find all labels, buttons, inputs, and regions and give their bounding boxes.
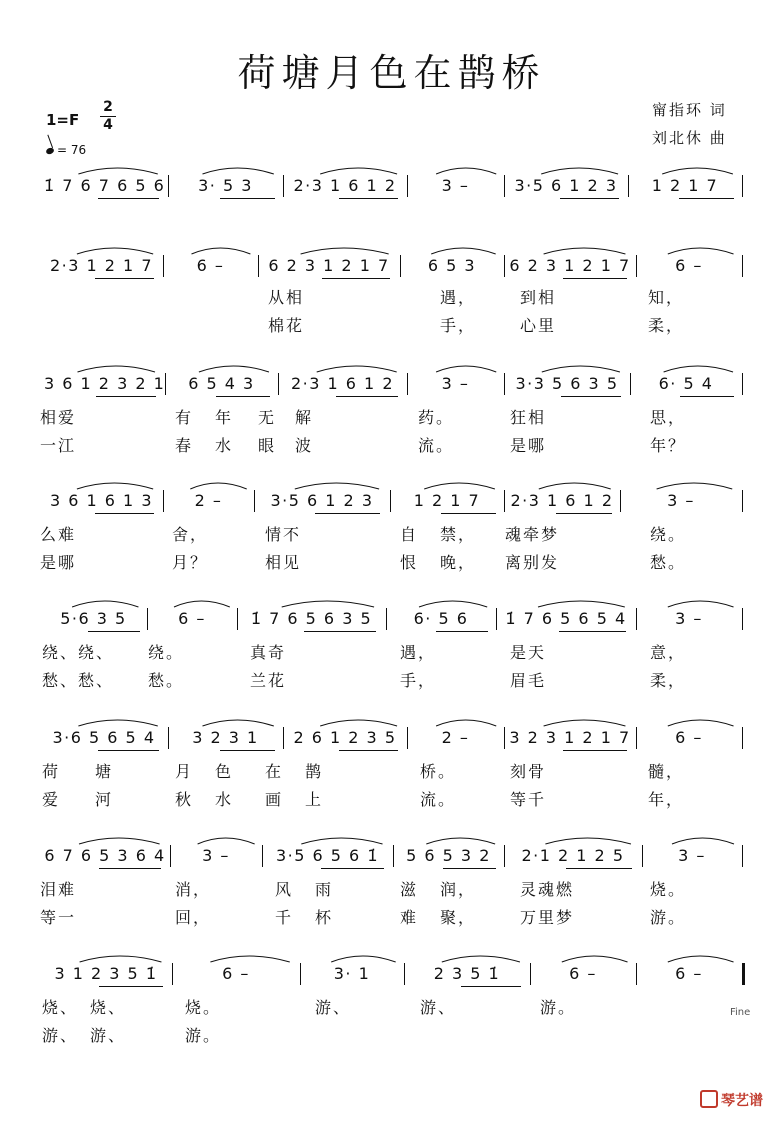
lyric-word: 晚，	[440, 553, 477, 572]
measure: 6 –	[196, 256, 225, 275]
lyric-word: 烧、	[42, 998, 79, 1017]
lyric-word: 画	[265, 790, 284, 809]
lyric-line-1	[0, 405, 783, 433]
barline	[742, 727, 743, 749]
lyric-word: 水	[215, 436, 234, 455]
measure: 3·5 6 1 2 3	[270, 491, 374, 510]
meter-top: 2	[103, 99, 113, 115]
slur-arc	[630, 360, 742, 374]
beam-underline	[88, 631, 139, 632]
beam-underline	[556, 513, 612, 514]
lyric-word: 游、	[90, 1026, 127, 1045]
beam-underline	[99, 986, 162, 987]
barline	[742, 608, 743, 630]
logo-text: 琴艺谱	[721, 1093, 763, 1109]
barline	[742, 490, 743, 512]
barline	[168, 175, 169, 197]
slur-arc	[40, 714, 168, 728]
slur-arc	[283, 714, 407, 728]
barline	[172, 963, 173, 985]
measure: 3·6 5 6 5 4	[52, 728, 156, 747]
barline	[283, 727, 284, 749]
measure: 2 –	[441, 728, 470, 747]
lyric-word: 荷	[42, 762, 61, 781]
beam-underline	[216, 396, 270, 397]
lyric-line-1	[0, 640, 783, 668]
measure: 5 6 5 3 2	[406, 846, 491, 865]
slur-arc	[40, 242, 163, 256]
slur-arc	[407, 714, 504, 728]
barline	[262, 845, 263, 867]
lyric-word: 桥。	[420, 762, 457, 781]
lyric-word: 眉毛	[510, 671, 547, 690]
barline	[504, 727, 505, 749]
lyric-word: 是哪	[40, 553, 77, 572]
slur-arc	[147, 595, 237, 609]
measure: 6 2 3 1 2 1 7	[268, 256, 390, 275]
beam-underline	[321, 868, 384, 869]
barline	[283, 175, 284, 197]
barline	[390, 490, 391, 512]
lyric-word: 春	[175, 436, 194, 455]
lyric-line-2	[0, 550, 783, 578]
slur-arc	[504, 714, 636, 728]
lyric-word: 润，	[440, 880, 477, 899]
lyric-word: 烧。	[650, 880, 687, 899]
measure: 3 –	[202, 846, 230, 865]
lyric-word: 水	[215, 790, 234, 809]
measure: 3 –	[675, 609, 703, 628]
lyric-word: 手，	[400, 671, 437, 690]
lyric-line-1	[0, 759, 783, 787]
slur-arc	[254, 477, 390, 491]
beam-underline	[95, 278, 154, 279]
barline	[407, 727, 408, 749]
measure: 6 –	[675, 256, 703, 275]
beam-underline	[304, 631, 376, 632]
slur-arc	[283, 162, 407, 176]
lyric-word: 眼	[258, 436, 277, 455]
lyric-word: 愁。	[650, 553, 687, 572]
slur-arc	[620, 477, 742, 491]
slur-arc	[40, 360, 165, 374]
slur-arc	[386, 595, 496, 609]
measure: 1̇ 7 6 7 6 5 6	[44, 176, 166, 195]
lyric-word: 柔，	[648, 316, 685, 335]
lyric-word: 思，	[650, 408, 687, 427]
barline	[163, 255, 164, 277]
time-signature	[100, 100, 116, 133]
measure: 1̇ 7 6 5 6 3 5	[250, 609, 373, 628]
slur-arc	[636, 714, 742, 728]
slur-arc	[40, 832, 170, 846]
barline	[628, 175, 629, 197]
measure: 6 5 3	[427, 256, 477, 275]
slur-arc	[40, 595, 147, 609]
lyric-word: 河	[95, 790, 114, 809]
lyric-word: 聚，	[440, 908, 477, 927]
slur-arc	[278, 360, 407, 374]
lyric-word: 自	[400, 525, 419, 544]
meter-bottom: 4	[103, 117, 113, 133]
lyric-word: 月	[175, 762, 194, 781]
slur-arc	[163, 477, 254, 491]
slur-arc	[404, 950, 530, 964]
measure: 2·3 1 2 1 7	[49, 256, 153, 275]
lyricist-credit: 甯指环 词	[652, 101, 727, 119]
slur-arc	[40, 477, 163, 491]
slur-arc	[258, 242, 400, 256]
lyric-line-1	[0, 522, 783, 550]
lyric-word: 情不	[265, 525, 302, 544]
barline	[636, 963, 637, 985]
measure: 3·3 5 6 3 5	[515, 374, 619, 393]
measure: 3 1 2 3 5 1̇	[54, 964, 158, 983]
barline	[300, 963, 301, 985]
lyric-word: 消，	[175, 880, 212, 899]
beam-underline	[336, 396, 398, 397]
barline	[642, 845, 643, 867]
barline	[504, 490, 505, 512]
lyric-line-2	[0, 1023, 783, 1051]
lyric-word: 遇，	[400, 643, 437, 662]
barline	[407, 175, 408, 197]
lyric-line-2	[0, 787, 783, 815]
beam-underline	[322, 278, 390, 279]
lyric-word: 魂牵梦	[505, 525, 560, 544]
slur-arc	[642, 832, 742, 846]
barline	[742, 255, 743, 277]
lyric-word: 是哪	[510, 436, 547, 455]
barline	[258, 255, 259, 277]
measure: 2·1 2 1 2 5	[521, 846, 625, 865]
measure: 3 –	[441, 374, 470, 393]
beam-underline	[441, 513, 496, 514]
lyric-line-2	[0, 905, 783, 933]
song-title: 荷塘月色在鹊桥	[237, 51, 546, 95]
site-logo	[700, 1090, 763, 1110]
beam-underline	[220, 198, 275, 199]
lyric-word: 回，	[175, 908, 212, 927]
measure: 3 –	[678, 846, 706, 865]
slur-arc	[165, 360, 278, 374]
beam-underline	[339, 750, 399, 751]
lyric-word: 刻骨	[510, 762, 547, 781]
measure: 3· 1	[333, 964, 371, 983]
lyric-word: 柔，	[650, 671, 687, 690]
slur-arc	[390, 477, 504, 491]
lyric-word: 是天	[510, 643, 547, 662]
barline	[393, 845, 394, 867]
lyric-word: 到相	[520, 288, 557, 307]
measure: 5·6 3 5	[60, 609, 127, 628]
measure: 1 2 1 7	[413, 491, 481, 510]
beam-underline	[436, 631, 489, 632]
lyric-word: 等一	[40, 908, 77, 927]
lyric-word: 难	[400, 908, 419, 927]
lyric-word: 烧、	[90, 998, 127, 1017]
lyric-word: 舍，	[172, 525, 209, 544]
beam-underline	[566, 868, 632, 869]
beam-underline	[339, 198, 399, 199]
lyric-word: 游、	[420, 998, 457, 1017]
logo-icon	[700, 1090, 718, 1108]
beam-underline	[563, 278, 626, 279]
measure: 3 2 3 1	[192, 728, 259, 747]
beam-underline	[680, 396, 734, 397]
lyric-word: 泪难	[40, 880, 77, 899]
slur-arc	[172, 950, 300, 964]
slur-arc	[636, 242, 742, 256]
measure: 3·5 6 5 6 1̇	[275, 846, 379, 865]
measure: 2 –	[194, 491, 223, 510]
lyric-word: 离别发	[505, 553, 560, 572]
barline	[163, 490, 164, 512]
lyric-word: 心里	[520, 316, 557, 335]
measure: 6 2 3 1 2 1 7	[509, 256, 631, 275]
lyric-word: 在	[265, 762, 284, 781]
barline	[254, 490, 255, 512]
slur-arc	[636, 595, 742, 609]
measure: 2·3 1 6 1 2	[293, 176, 397, 195]
lyric-word: 万里梦	[520, 908, 575, 927]
lyric-word: 游。	[650, 908, 687, 927]
slur-arc	[496, 595, 636, 609]
measure: 6· 5 6	[413, 609, 469, 628]
beam-underline	[563, 750, 626, 751]
measure: 1̇ 7 6 5 6 5 4	[505, 609, 627, 628]
lyric-word: 爱	[42, 790, 61, 809]
barline	[504, 175, 505, 197]
measure: 3 6 1 6 1 3	[49, 491, 153, 510]
beam-underline	[679, 198, 734, 199]
lyric-line-2	[0, 433, 783, 461]
slur-arc	[393, 832, 504, 846]
barline	[530, 963, 531, 985]
lyric-word: 年	[215, 408, 234, 427]
slur-arc	[530, 950, 636, 964]
slur-arc	[300, 950, 404, 964]
beam-underline	[98, 750, 159, 751]
barline	[504, 845, 505, 867]
slur-arc	[168, 714, 283, 728]
measure: 6 7 6 5 3 6 4	[44, 846, 166, 865]
measure: 3·5 6 1 2 3	[514, 176, 618, 195]
barline	[742, 963, 745, 985]
measure: 2 6 1 2 3 5	[293, 728, 397, 747]
lyric-word: 雨	[315, 880, 334, 899]
barline	[168, 727, 169, 749]
lyric-word: 滋	[400, 880, 419, 899]
barline	[636, 608, 637, 630]
beam-underline	[443, 868, 496, 869]
slur-arc	[504, 360, 630, 374]
lyric-word: 兰花	[250, 671, 287, 690]
lyric-line-1	[0, 877, 783, 905]
lyric-line-2	[0, 313, 783, 341]
measure: 3 –	[441, 176, 470, 195]
lyric-line-1	[0, 285, 783, 313]
beam-underline	[560, 198, 620, 199]
barline	[165, 373, 166, 395]
lyric-word: 波	[295, 436, 314, 455]
slur-arc	[400, 242, 504, 256]
slur-arc	[628, 162, 742, 176]
lyric-word: 意，	[650, 643, 687, 662]
lyric-word: 无	[258, 408, 277, 427]
lyric-word: 月？	[172, 553, 209, 572]
lyric-word: 遇，	[440, 288, 477, 307]
measure: 3 2 3 1 2 1 7	[509, 728, 631, 747]
lyric-word: 相爱	[40, 408, 77, 427]
lyric-word: 棉花	[268, 316, 305, 335]
barline	[407, 373, 408, 395]
lyric-word: 游、	[42, 1026, 79, 1045]
lyric-word: 灵魂燃	[520, 880, 575, 899]
barline	[504, 255, 505, 277]
lyric-word: 鹊	[305, 762, 324, 781]
barline	[147, 608, 148, 630]
measure: 6 –	[178, 609, 206, 628]
barline	[400, 255, 401, 277]
barline	[630, 373, 631, 395]
slur-arc	[237, 595, 386, 609]
lyric-word: 相见	[265, 553, 302, 572]
tempo-value: = 76	[57, 143, 87, 157]
lyric-word: 游。	[540, 998, 577, 1017]
lyric-word: 从相	[268, 288, 305, 307]
barline	[237, 608, 238, 630]
lyric-word: 手，	[440, 316, 477, 335]
barline	[636, 255, 637, 277]
slur-arc	[407, 360, 504, 374]
lyric-word: 解	[295, 408, 314, 427]
barline	[496, 608, 497, 630]
lyric-line-2	[0, 668, 783, 696]
slur-arc	[636, 950, 742, 964]
lyric-word: 绕、绕、	[42, 643, 115, 662]
lyric-word: 绕。	[650, 525, 687, 544]
measure: 3· 5 3	[198, 176, 253, 195]
measure: 2 3 5 1̇	[433, 964, 501, 983]
lyric-word: 年，	[648, 790, 685, 809]
beam-underline	[461, 986, 521, 987]
barline	[404, 963, 405, 985]
lyric-word: 真奇	[250, 643, 287, 662]
lyric-word: 千	[275, 908, 294, 927]
slur-arc	[504, 242, 636, 256]
tempo-marking	[46, 143, 86, 157]
lyric-word: 知，	[648, 288, 685, 307]
barline	[504, 373, 505, 395]
beam-underline	[98, 198, 159, 199]
slur-arc	[40, 162, 168, 176]
measure: 1 2 1 7	[651, 176, 719, 195]
quarter-note-icon	[45, 147, 55, 155]
lyric-word: 风	[275, 880, 294, 899]
lyric-word: 烧。	[185, 998, 222, 1017]
barline	[386, 608, 387, 630]
measure: 6 –	[675, 728, 703, 747]
lyric-word: 流。	[420, 790, 457, 809]
lyric-word: 髓，	[648, 762, 685, 781]
beam-underline	[96, 396, 156, 397]
lyric-line-1	[0, 995, 783, 1023]
beam-underline	[315, 513, 380, 514]
fine-marking: Fine	[730, 1007, 751, 1018]
beam-underline	[95, 513, 154, 514]
lyric-word: 游、	[315, 998, 352, 1017]
beam-underline	[220, 750, 275, 751]
measure: 6 –	[569, 964, 597, 983]
measure: 3 6 1 2 3 2 1	[44, 374, 166, 393]
slur-arc	[407, 162, 504, 176]
measure: 3 –	[667, 491, 695, 510]
lyric-word: 恨	[400, 553, 419, 572]
measure: 2·3 1 6 1 2	[290, 374, 394, 393]
lyric-word: 药。	[418, 408, 455, 427]
slur-arc	[40, 950, 172, 964]
lyric-word: 塘	[95, 762, 114, 781]
measure: 6· 5 4	[658, 374, 714, 393]
lyric-word: 年？	[650, 436, 687, 455]
measure: 6 –	[675, 964, 703, 983]
lyric-word: 狂相	[510, 408, 547, 427]
slur-arc	[168, 162, 283, 176]
key-signature: 1=F	[46, 111, 80, 129]
slur-arc	[504, 477, 620, 491]
lyric-word: 上	[305, 790, 324, 809]
lyric-word: 游。	[185, 1026, 222, 1045]
slur-arc	[504, 832, 642, 846]
barline	[278, 373, 279, 395]
composer-credit: 刘北休 曲	[652, 129, 727, 147]
lyric-word: 么难	[40, 525, 77, 544]
lyric-word: 愁。	[148, 671, 185, 690]
lyric-word: 秋	[175, 790, 194, 809]
barline	[742, 373, 743, 395]
lyric-word: 一江	[40, 436, 77, 455]
slur-arc	[170, 832, 262, 846]
barline	[742, 845, 743, 867]
measure: 6 –	[222, 964, 250, 983]
barline	[170, 845, 171, 867]
notation-line	[0, 160, 783, 220]
lyric-word: 等千	[510, 790, 547, 809]
slur-arc	[262, 832, 393, 846]
barline	[636, 727, 637, 749]
lyric-word: 色	[215, 762, 234, 781]
barline	[742, 175, 743, 197]
lyric-word: 杯	[315, 908, 334, 927]
slur-arc	[163, 242, 258, 256]
beam-underline	[99, 868, 161, 869]
beam-underline	[559, 631, 626, 632]
measure: 6 5 4 3	[188, 374, 255, 393]
measure: 2·3 1 6 1 2	[510, 491, 614, 510]
lyric-word: 愁、愁、	[42, 671, 115, 690]
lyric-word: 禁，	[440, 525, 477, 544]
lyric-word: 流。	[418, 436, 455, 455]
slur-arc	[504, 162, 628, 176]
lyric-word: 绕。	[148, 643, 185, 662]
lyric-word: 有	[175, 408, 194, 427]
barline	[620, 490, 621, 512]
beam-underline	[561, 396, 621, 397]
